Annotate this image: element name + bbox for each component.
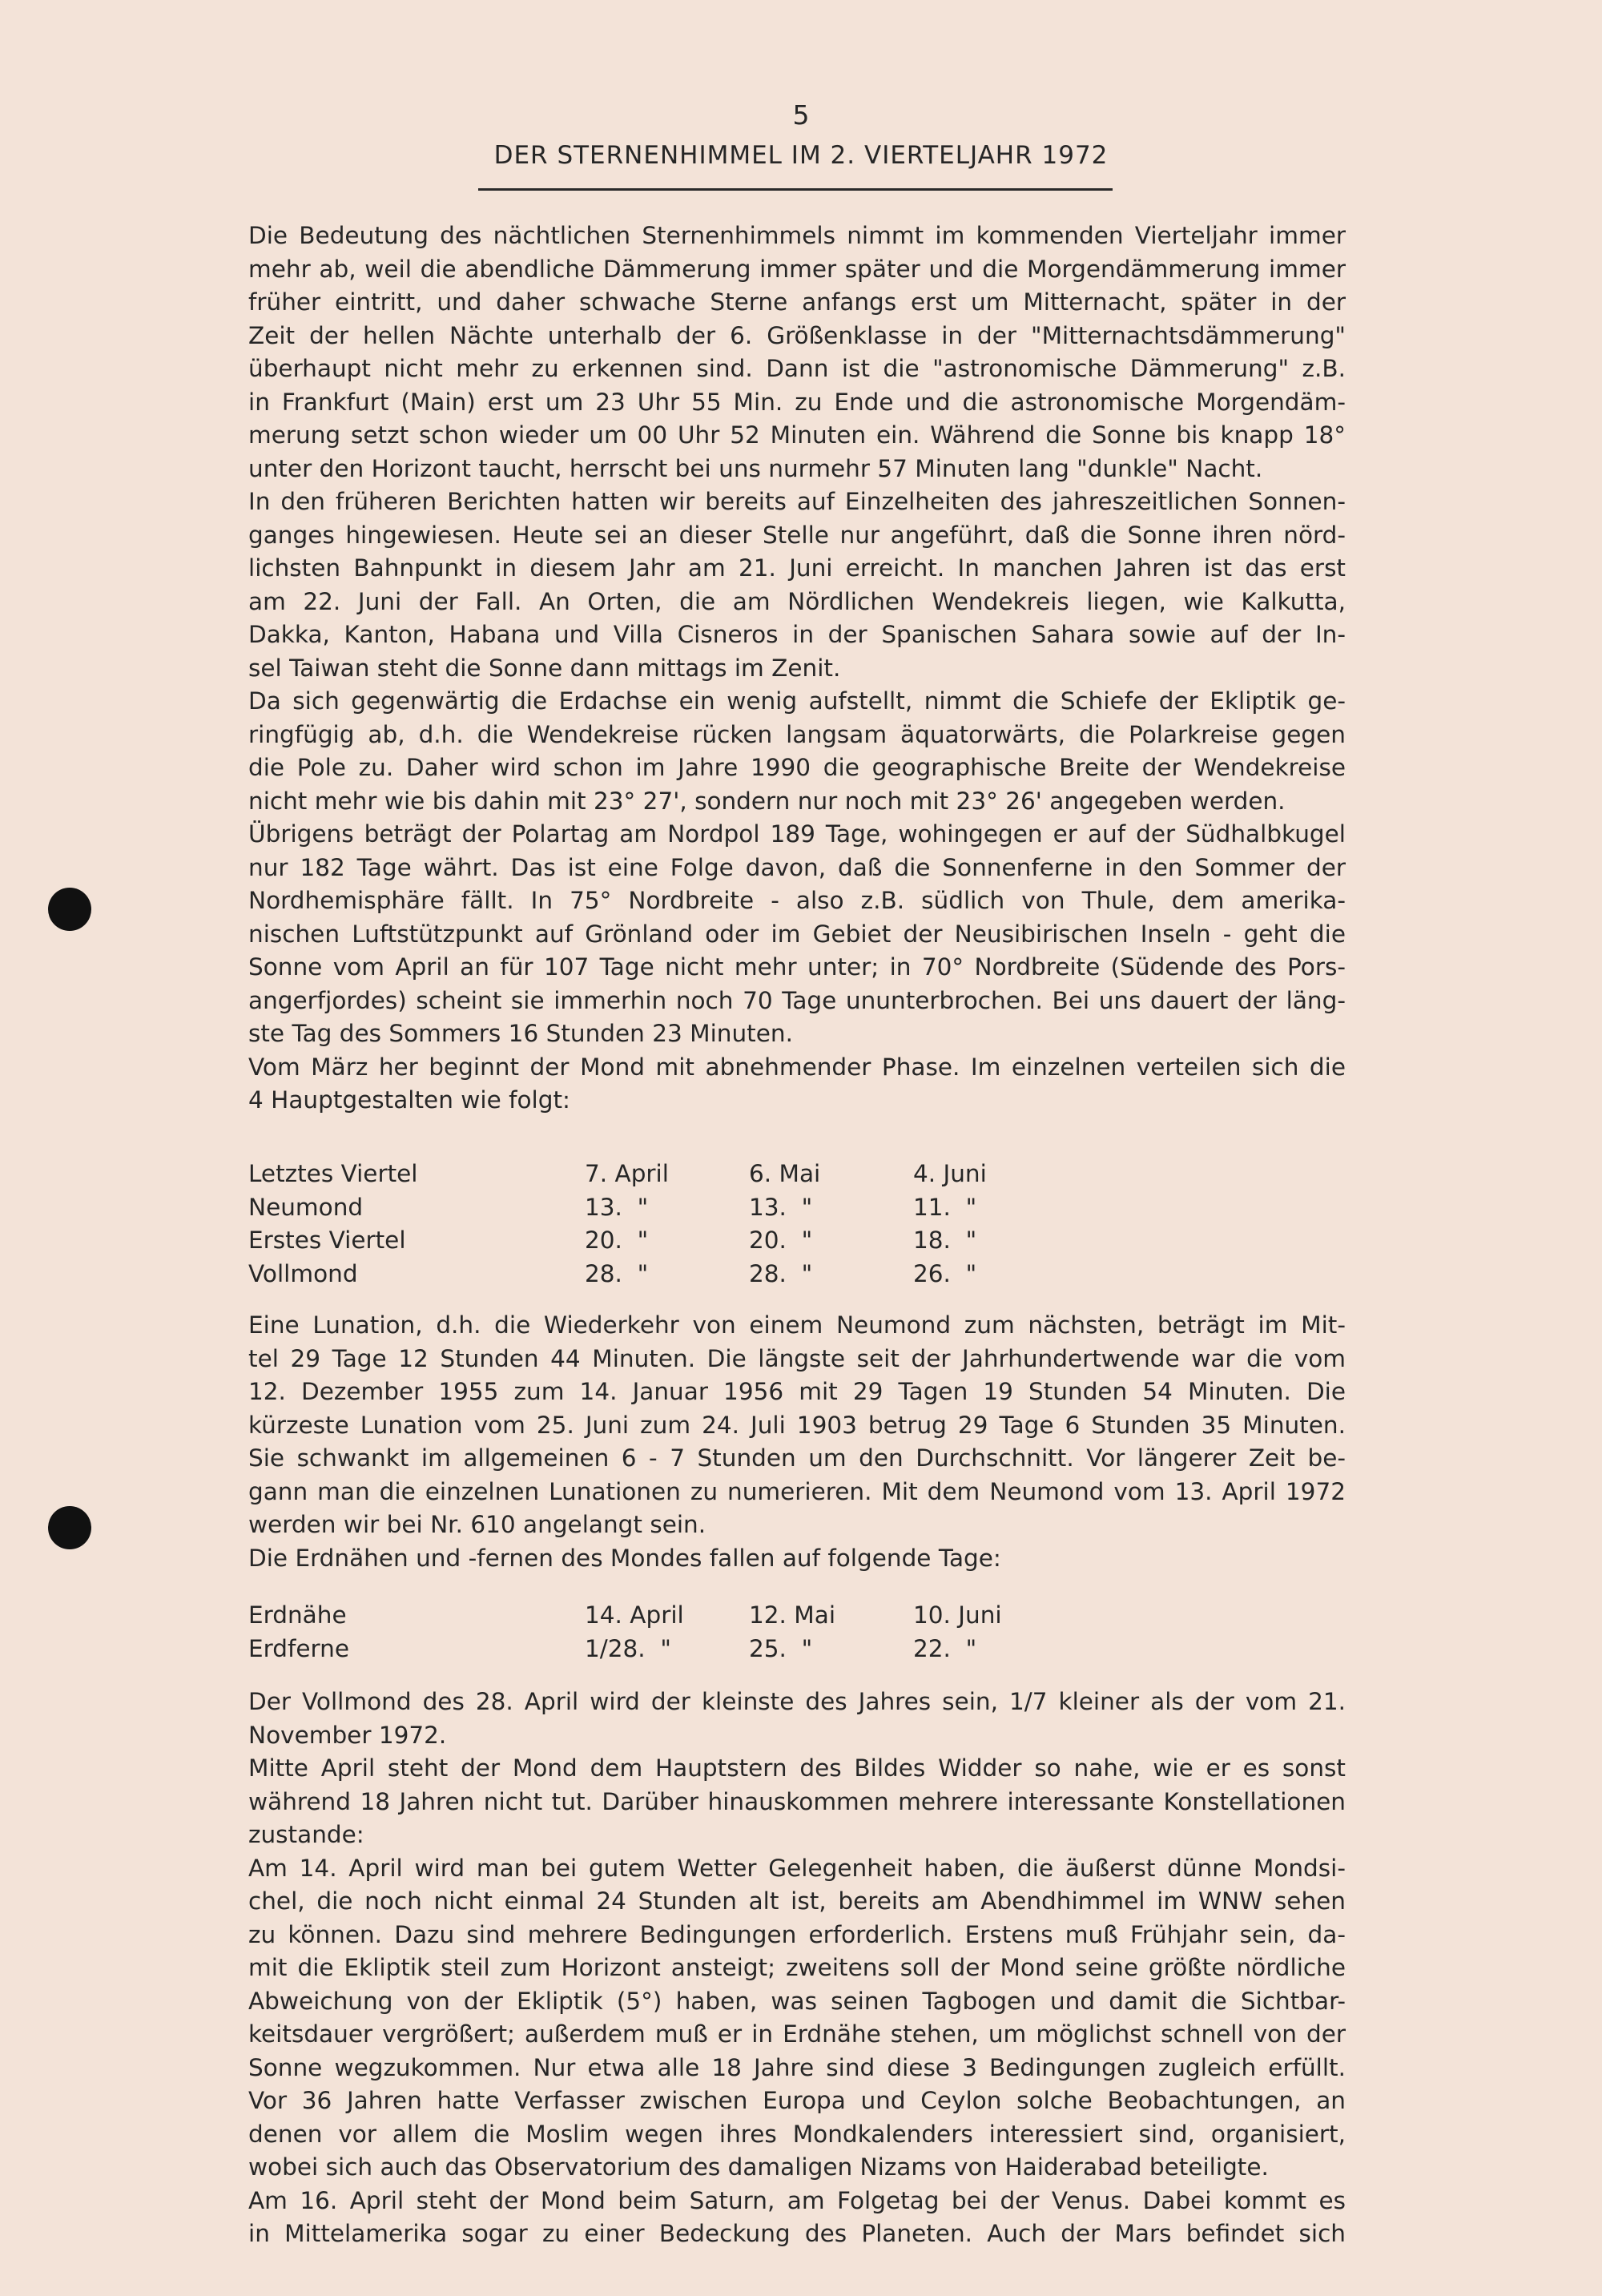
text-line: zustande:: [248, 1821, 364, 1848]
text-line: Vom März her beginnt der Mond mit abnehmender Phase. Im einzelnen verteilen sich die: [248, 1053, 1346, 1081]
text-line: früher eintritt, und daher schwache Sterne anfangs erst um Mitternacht, später in der: [248, 288, 1346, 316]
body-text-block-3: [248, 1686, 1346, 2251]
paragraph: [248, 2185, 1346, 2251]
text-line: Mitte April steht der Mond dem Hauptstern des Bildes Widder so nahe, wie er es sonst: [248, 1754, 1346, 1782]
text-line: lichsten Bahnpunkt in diesem Jahr am 21. Juni erreicht. In manchen Jahren ist das erst: [248, 554, 1346, 582]
text-line: in Frankfurt (Main) erst um 23 Uhr 55 Min. zu Ende und die astronomische Morgendäm-: [248, 388, 1346, 416]
table-cell: 11. ": [913, 1193, 977, 1221]
paragraph: [248, 685, 1346, 818]
table-cell: 12. Mai: [749, 1601, 836, 1629]
punch-hole: [48, 1506, 91, 1549]
table-cell: 13. ": [749, 1193, 813, 1221]
text-line: ringfügig ab, d.h. die Wendekreise rücken langsam äquatorwärts, die Polarkreise gegen: [248, 720, 1346, 748]
body-text-block-2: [248, 1309, 1346, 1575]
paragraph: [248, 220, 1346, 485]
text-line: nischen Luftstützpunkt auf Grönland oder im Gebiet der Neusibirischen Inseln - geht die: [248, 920, 1346, 948]
text-line: Da sich gegenwärtig die Erdachse ein wenig aufstellt, nimmt die Schiefe der Ekliptik ge-: [248, 687, 1346, 715]
table-row: [248, 1633, 1073, 1666]
text-line: mit die Ekliptik steil zum Horizont ansteigt; zweitens soll der Mond seine größte nördliche: [248, 1954, 1346, 1981]
text-line: angerfjordes) scheint sie immerhin noch 70 Tage ununterbrochen. Bei uns dauert der läng-: [248, 986, 1346, 1014]
table-row: [248, 1224, 1073, 1258]
text-line: Sonne vom April an für 107 Tage nicht mehr unter; in 70° Nordbreite (Südende des Pors-: [248, 953, 1346, 981]
text-line: nicht mehr wie bis dahin mit 23° 27', sondern nur noch mit 23° 26' angegeben werden.: [248, 787, 1286, 815]
text-line: Eine Lunation, d.h. die Wiederkehr von einem Neumond zum nächsten, beträgt im Mit-: [248, 1311, 1346, 1339]
table-cell: 28. ": [749, 1259, 813, 1287]
table-cell: Erstes Viertel: [248, 1227, 406, 1254]
table-cell: 25. ": [749, 1634, 813, 1662]
table-row: [248, 1599, 1073, 1633]
text-line: denen vor allem die Moslim wegen ihres Mondkalenders interessiert sind, organisiert,: [248, 2120, 1346, 2148]
text-line: Abweichung von der Ekliptik (5°) haben, was seinen Tagbogen und damit die Sichtbar-: [248, 1987, 1346, 2015]
table-cell: Letztes Viertel: [248, 1160, 418, 1187]
text-line: Am 16. April steht der Mond beim Saturn, am Folgetag bei der Venus. Dabei kommt es: [248, 2186, 1346, 2214]
punch-hole: [48, 888, 91, 931]
text-line: wobei sich auch das Observatorium des damaligen Nizams von Haiderabad beteiligte.: [248, 2153, 1269, 2181]
paragraph: [248, 485, 1346, 685]
text-line: Sie schwankt im allgemeinen 6 - 7 Stunden um den Durchschnitt. Vor längerer Zeit be-: [248, 1444, 1346, 1472]
table-cell: 26. ": [913, 1259, 977, 1287]
title-underline: [478, 188, 1113, 191]
moon-phases-table: [248, 1158, 1073, 1291]
text-line: die Pole zu. Daher wird schon im Jahre 1990 die geographische Breite der Wendekreise: [248, 754, 1346, 781]
text-line: Am 14. April wird man bei gutem Wetter Gelegenheit haben, die äußerst dünne Mondsi-: [248, 1854, 1346, 1882]
text-line: gann man die einzelnen Lunationen zu numerieren. Mit dem Neumond vom 13. April 1972: [248, 1477, 1346, 1505]
table-cell: 14. April: [585, 1601, 684, 1629]
text-line: ste Tag des Sommers 16 Stunden 23 Minuten.: [248, 1020, 793, 1047]
paragraph: [248, 1852, 1346, 2185]
table-cell: Vollmond: [248, 1259, 358, 1287]
text-line: nur 182 Tage währt. Das ist eine Folge davon, daß die Sonnenferne in den Sommer der: [248, 853, 1346, 881]
text-line: Zeit der hellen Nächte unterhalb der 6. Größenklasse in der "Mitternachtsdämmerung": [248, 321, 1346, 349]
table-cell: Neumond: [248, 1193, 364, 1221]
text-line: sel Taiwan steht die Sonne dann mittags im Zenit.: [248, 654, 841, 682]
table-row: [248, 1158, 1073, 1191]
paragraph: [248, 1309, 1346, 1542]
text-line: ganges hingewiesen. Heute sei an dieser Stelle nur angeführt, daß die Sonne ihren nörd-: [248, 521, 1346, 549]
text-line: Die Erdnähen und -fernen des Mondes fallen auf folgende Tage:: [248, 1544, 1001, 1572]
paragraph: [248, 818, 1346, 1051]
table-cell: 13. ": [585, 1193, 649, 1221]
table-cell: 20. ": [749, 1227, 813, 1254]
text-line: Sonne wegzukommen. Nur etwa alle 18 Jahre sind diese 3 Bedingungen zugleich erfüllt.: [248, 2053, 1346, 2081]
table-cell: 28. ": [585, 1259, 649, 1287]
text-line: chel, die noch nicht einmal 24 Stunden alt ist, bereits am Abendhimmel im WNW sehen: [248, 1887, 1346, 1915]
body-text-block-1: [248, 220, 1346, 1118]
page-number: 5: [792, 99, 810, 131]
table-cell: 22. ": [913, 1634, 977, 1662]
text-line: unter den Horizont taucht, herrscht bei uns nurmehr 57 Minuten lang "dunkle" Nacht.: [248, 454, 1263, 482]
table-cell: Erdferne: [248, 1634, 349, 1662]
table-row: [248, 1191, 1073, 1225]
text-line: Der Vollmond des 28. April wird der kleinste des Jahres sein, 1/7 kleiner als der vom 21.: [248, 1688, 1346, 1715]
text-line: November 1972.: [248, 1721, 447, 1749]
text-line: überhaupt nicht mehr zu erkennen sind. Dann ist die "astronomische Dämmerung" z.B.: [248, 355, 1346, 382]
paragraph: [248, 1686, 1346, 1752]
text-line: tel 29 Tage 12 Stunden 44 Minuten. Die längste seit der Jahrhundertwende war die vom: [248, 1344, 1346, 1372]
text-line: zu können. Dazu sind mehrere Bedingungen erforderlich. Erstens muß Frühjahr sein, da-: [248, 1920, 1346, 1948]
text-line: In den früheren Berichten hatten wir bereits auf Einzelheiten des jahreszeitlichen Sonnen-: [248, 488, 1346, 515]
table-cell: 18. ": [913, 1227, 977, 1254]
text-line: 12. Dezember 1955 zum 14. Januar 1956 mit 29 Tagen 19 Stunden 54 Minuten. Die: [248, 1378, 1346, 1405]
table-cell: 20. ": [585, 1227, 649, 1254]
table-cell: 7. April: [585, 1160, 669, 1187]
table-cell: Erdnähe: [248, 1601, 347, 1629]
text-line: 4 Hauptgestalten wie folgt:: [248, 1086, 570, 1114]
table-cell: 4. Juni: [913, 1160, 987, 1187]
text-line: Die Bedeutung des nächtlichen Sternenhimmels nimmt im kommenden Vierteljahr immer: [248, 222, 1346, 249]
text-line: mehr ab, weil die abendliche Dämmerung immer später und die Morgendämmerung immer: [248, 255, 1346, 283]
table-cell: 10. Juni: [913, 1601, 1002, 1629]
table-row: [248, 1258, 1073, 1291]
text-line: merung setzt schon wieder um 00 Uhr 52 Minuten ein. Während die Sonne bis knapp 18°: [248, 421, 1346, 449]
earth-distance-table: [248, 1599, 1073, 1666]
paragraph: [248, 1752, 1346, 1852]
text-line: Vor 36 Jahren hatte Verfasser zwischen Europa und Ceylon solche Beobachtungen, an: [248, 2087, 1346, 2114]
paragraph: [248, 1542, 1346, 1576]
text-line: Dakka, Kanton, Habana und Villa Cisneros in der Spanischen Sahara sowie auf der In-: [248, 621, 1346, 648]
page-title: DER STERNENHIMMEL IM 2. VIERTELJAHR 1972: [493, 141, 1109, 170]
table-cell: 1/28. ": [585, 1634, 671, 1662]
text-line: am 22. Juni der Fall. An Orten, die am Nördlichen Wendekreis liegen, wie Kalkutta,: [248, 587, 1346, 615]
text-line: Nordhemisphäre fällt. In 75° Nordbreite - also z.B. südlich von Thule, dem amerika-: [248, 887, 1346, 914]
text-line: während 18 Jahren nicht tut. Darüber hinauskommen mehrere interessante Konstellationen: [248, 1787, 1346, 1815]
table-cell: 6. Mai: [749, 1160, 821, 1187]
text-line: in Mittelamerika sogar zu einer Bedeckung des Planeten. Auch der Mars befindet sich: [248, 2220, 1346, 2247]
text-line: werden wir bei Nr. 610 angelangt sein.: [248, 1511, 706, 1538]
text-line: Übrigens beträgt der Polartag am Nordpol 189 Tage, wohingegen er auf der Südhalbkugel: [248, 820, 1346, 848]
paragraph: [248, 1051, 1346, 1118]
text-line: keitsdauer vergrößert; außerdem muß er in Erdnähe stehen, um möglichst schnell von der: [248, 2020, 1346, 2048]
text-line: kürzeste Lunation vom 25. Juni zum 24. Juli 1903 betrug 29 Tage 6 Stunden 35 Minuten.: [248, 1411, 1346, 1439]
